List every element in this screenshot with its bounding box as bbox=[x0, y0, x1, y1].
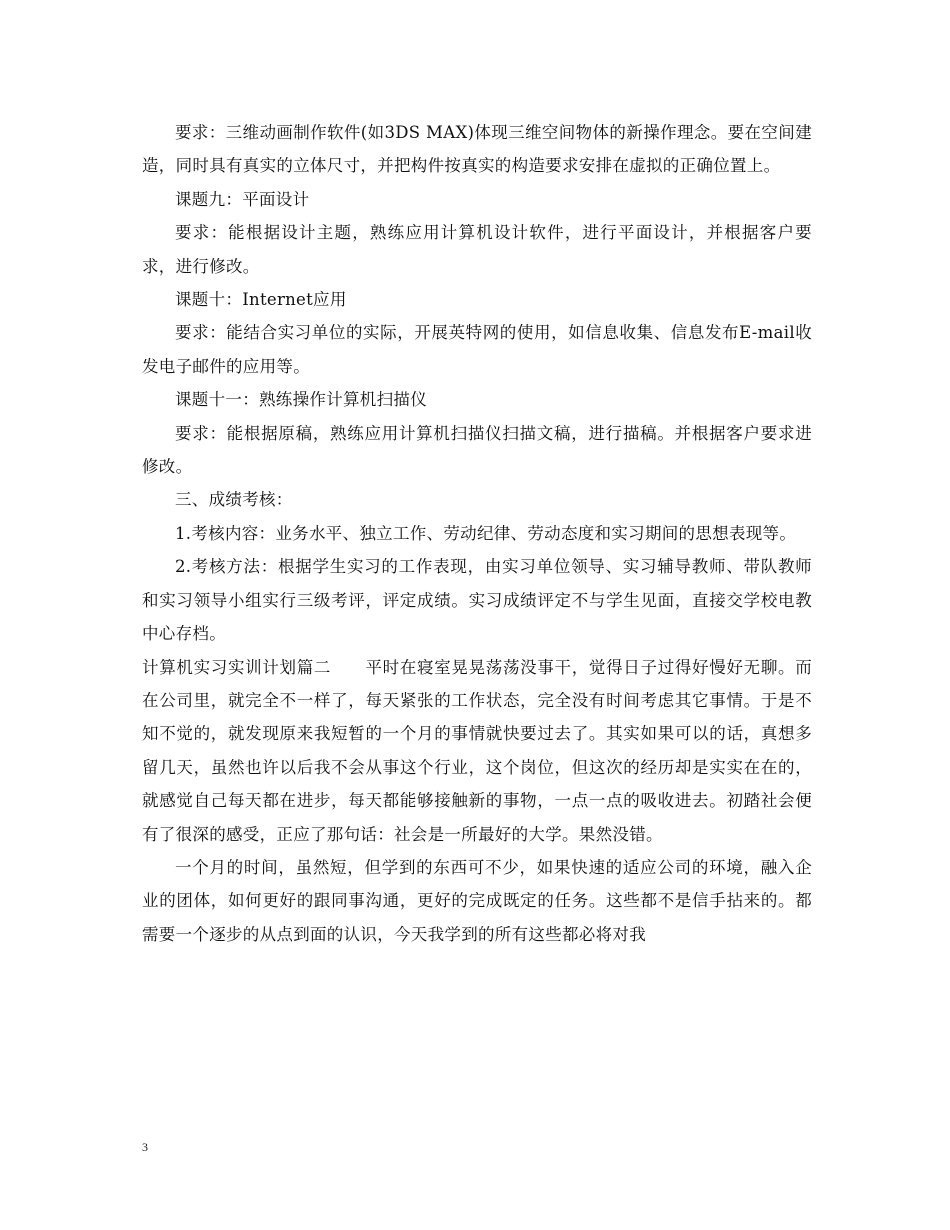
paragraph-requirement-internet: 要求：能结合实习单位的实际，开展英特网的使用，如信息收集、信息发布E-mail收发电子邮件的应用等。 bbox=[142, 323, 812, 376]
paragraph-plan-part-two: 计算机实习实训计划篇二 平时在寝室晃晃荡荡没事干，觉得日子过得好慢好无聊。而在公司里，就完全不一样了，每天紧张的工作状态，完全没有时间考虑其它事情。于是不知不觉的，就发现原来我短暂的一个月的事情就快要过去了。其实如果可以的话，真想多留几天，虽然也许以后我不会从事这个行业，这个岗位，但这次的经历却是实实在在的，就感觉自己每天都在进步，每天都能够接触新的事物，一点一点的吸收进去。初踏社会便有了很深的感受，正应了那句话：社会是一所最好的大学。果然没错。 bbox=[142, 657, 812, 844]
paragraph-requirement-3d: 要求：三维动画制作软件(如3DS MAX)体现三维空间物体的新操作理念。要在空间建造，同时具有真实的立体尺寸，并把构件按真实的构造要求安排在虚拟的正确位置上。 bbox=[142, 123, 812, 176]
heading-topic-11: 课题十一：熟练操作计算机扫描仪 bbox=[175, 390, 427, 410]
paragraph-assessment-method: 2.考核方法：根据学生实习的工作表现，由实习单位领导、实习辅导教师、带队教师和实习领导小组实行三级考评，评定成绩。实习成绩评定不与学生见面，直接交学校电教中心存档。 bbox=[142, 557, 812, 644]
document-body bbox=[142, 116, 812, 951]
paragraph-requirement-scanner: 要求：能根据原稿，熟练应用计算机扫描仪扫描文稿，进行描稿。并根据客户要求进修改。 bbox=[142, 423, 812, 477]
paragraph-one-month: 一个月的时间，虽然短，但学到的东西可不少，如果快速的适应公司的环境，融入企业的团体，如何更好的跟同事沟通，更好的完成既定的任务。这些都不是信手拈来的。都需要一个逐步的从点到面的认识，今天我学到的所有这些都必将对我 bbox=[142, 857, 812, 944]
heading-topic-10: 课题十：Internet应用 bbox=[175, 290, 347, 310]
paragraph-requirement-graphic-design: 要求：能根据设计主题，熟练应用计算机设计软件，进行平面设计，并根据客户要求，进行修改。 bbox=[142, 223, 812, 276]
heading-grade-assessment: 三、成绩考核： bbox=[175, 490, 293, 510]
page-number: 3 bbox=[142, 1140, 148, 1154]
heading-topic-9: 课题九：平面设计 bbox=[175, 189, 310, 209]
paragraph-assessment-content: 1.考核内容：业务水平、独立工作、劳动纪律、劳动态度和实习期间的思想表现等。 bbox=[175, 523, 797, 543]
